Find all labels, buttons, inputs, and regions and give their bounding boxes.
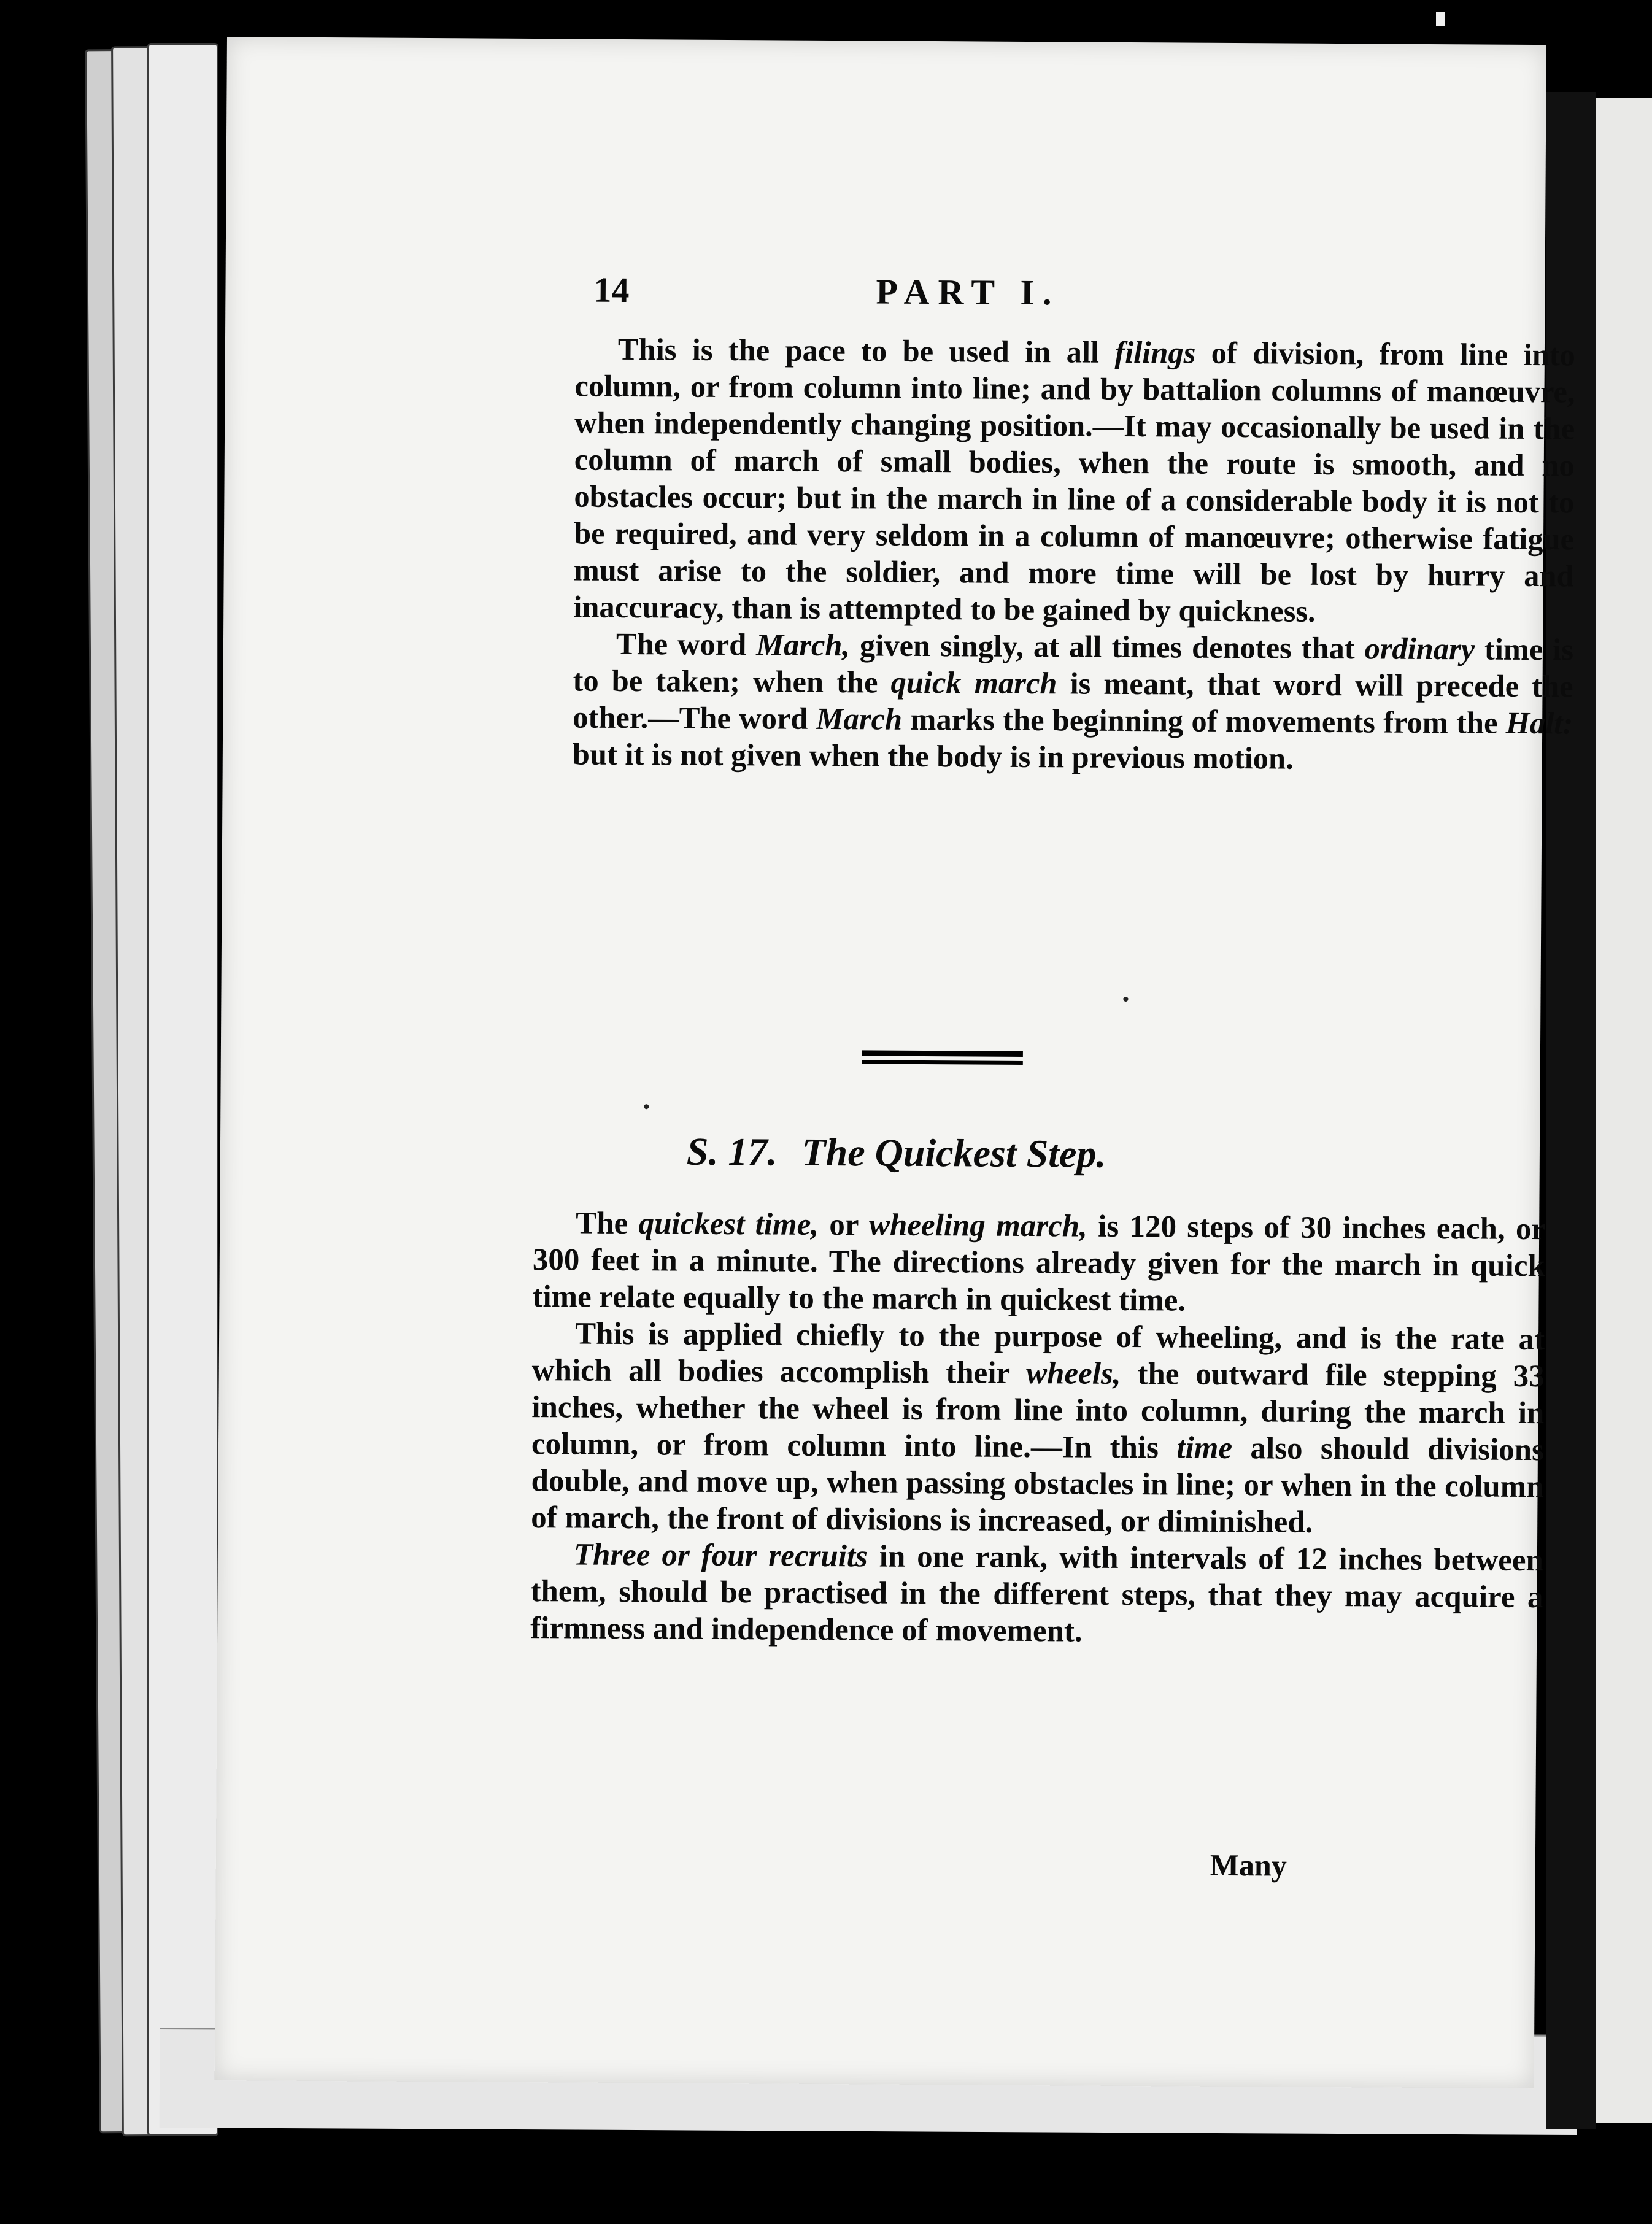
book-page — [215, 37, 1576, 2088]
italic-text-run: time — [1176, 1431, 1233, 1466]
section-number: S. 17. — [686, 1129, 778, 1174]
text-run: or — [818, 1207, 870, 1243]
running-head: PART I. — [876, 271, 1060, 313]
italic-text-run: filings — [1114, 334, 1196, 370]
page-header — [593, 269, 1453, 330]
section-heading — [687, 1129, 1106, 1177]
catchword: Many — [1210, 1847, 1287, 1883]
ink-speck — [1123, 997, 1128, 1002]
page-edge — [147, 43, 218, 2136]
italic-text-run: Halt: — [1505, 705, 1573, 741]
paragraph — [530, 1536, 1543, 1653]
italic-text-run: quickest time, — [638, 1207, 819, 1242]
italic-text-run: wheels, — [1025, 1356, 1121, 1391]
italic-text-run: wheeling march, — [868, 1208, 1088, 1244]
text-run: time is to be taken; when the — [573, 631, 1574, 700]
text-run: of division, from line into column, or from column into line; and by battalion columns of manœuvre, when independently changing position.—It may occasionally be used in the column of march of small bodies, when the route is smooth, and no obstacles occur; but in the march in line of a considerable body it is not to be required, and very seldom in a column of manœuvre; otherwise fatigue must arise to the soldier, and more time will be lost by hurry and inaccuracy, than is attempted to be gained by quickness. — [573, 335, 1576, 628]
italic-text-run: Three or four recruits — [573, 1537, 868, 1574]
section-title: The Quickest Step. — [801, 1130, 1106, 1176]
text-run: marks the beginning of movements from the — [901, 701, 1506, 740]
facing-page-edge — [1596, 98, 1652, 2123]
italic-text-run: March — [816, 701, 903, 736]
text-run: given singly, at all times denotes that — [849, 628, 1365, 666]
page-text — [227, 37, 1576, 1883]
text-run: The — [576, 1206, 639, 1241]
text-run: but it is not given when the body is in previous motion. — [572, 736, 1294, 776]
body-text-top — [573, 330, 1575, 778]
ink-speck — [644, 1104, 649, 1109]
text-run: is 120 steps of 30 inches each, or 300 feet in a minute. The directions already given for the march in quick time relate equally to the march in quickest time. — [532, 1209, 1546, 1318]
italic-text-run: ordinary — [1364, 631, 1475, 666]
text-run: is meant, that word will precede the other.—The word — [573, 666, 1573, 736]
section-divider-rule — [862, 1050, 1023, 1065]
text-run: The word — [616, 626, 757, 662]
text-run: This is the pace to be used in all — [617, 331, 1115, 369]
italic-text-run: March, — [756, 627, 851, 663]
text-run: This is applied chiefly to the purpose of wheeling, and is the rate at which all bodies accomplish their — [531, 1316, 1545, 1391]
page-number: 14 — [593, 269, 630, 311]
text-run: in one rank, with intervals of 12 inches between them, should be practised in the different steps, that they may acquire a firmness and independence of movement. — [530, 1539, 1544, 1649]
paragraph — [573, 330, 1575, 631]
scan-speck — [1436, 12, 1445, 26]
body-text-bottom — [530, 1205, 1545, 1653]
text-run: the outward file stepping 33 inches, whether the wheel is from line into column, during the march in column, or from column into line.—In this — [531, 1356, 1545, 1465]
paragraph — [573, 625, 1573, 778]
text-run: also should divisions double, and move up, when passing obstacles in line; or when in the column of march, the front of divisions is increased, or diminished. — [531, 1431, 1545, 1540]
paragraph — [531, 1315, 1545, 1542]
paragraph — [532, 1205, 1545, 1321]
italic-text-run: quick march — [890, 665, 1057, 701]
